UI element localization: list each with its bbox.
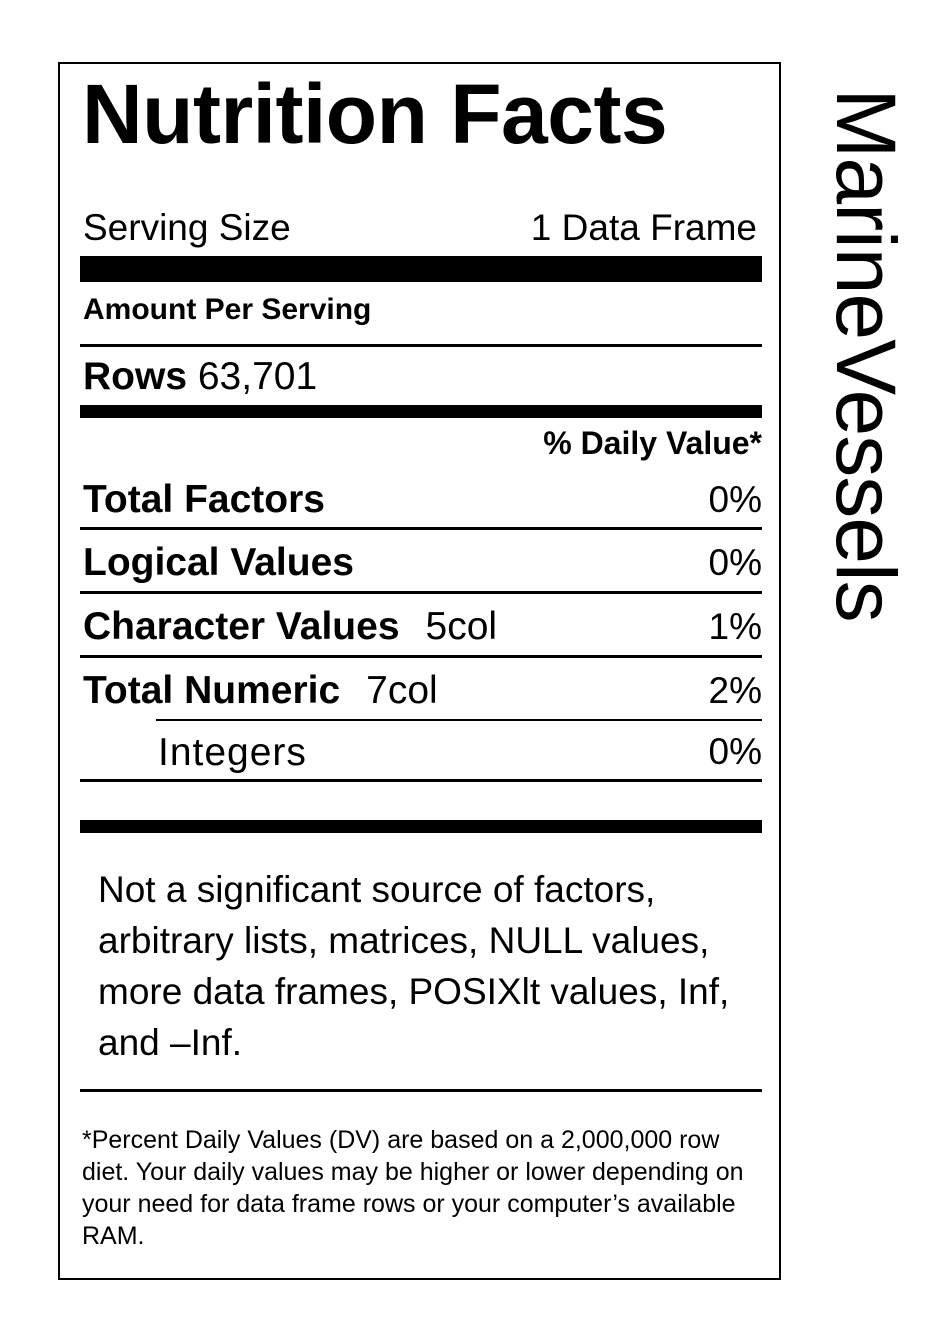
sub-divider [156, 719, 762, 721]
rows-line [83, 357, 317, 396]
serving-size-value: 1 Data Frame [530, 207, 757, 248]
divider [80, 655, 762, 658]
side-title: MarineVessels [819, 88, 913, 622]
rows-value: 63,701 [197, 355, 318, 398]
thick-divider [80, 256, 762, 282]
nutrient-label: Total Numeric [83, 669, 341, 712]
daily-value-header: % Daily Value* [543, 425, 762, 461]
nutrient-name [83, 607, 497, 646]
nutrient-cols: 5col [425, 605, 498, 648]
divider [80, 344, 762, 347]
divider [80, 1089, 762, 1092]
nutrient-name [83, 543, 354, 582]
nutrient-pct: 1% [708, 606, 762, 647]
rows-label: Rows [83, 355, 188, 398]
medium-divider [80, 405, 762, 418]
nutrient-label: Character Values [83, 605, 400, 648]
nutrient-cols: 7col [366, 669, 438, 712]
nutrient-label: Total Factors [83, 478, 325, 521]
nutrient-label: Logical Values [83, 541, 354, 584]
nutrient-name [83, 671, 438, 710]
footnote: *Percent Daily Values (DV) are based on a 2,000,000 row diet. Your daily values may be higher or lower depending on your need for data frame rows or your computer’s available RAM. [82, 1126, 744, 1250]
divider [80, 779, 762, 782]
nutrient-pct: 0% [708, 479, 762, 520]
nutrient-pct: 2% [708, 670, 762, 711]
side-title-container [819, 60, 913, 650]
nutrient-pct: 0% [708, 542, 762, 583]
sub-nutrient-pct: 0% [708, 731, 762, 772]
medium-divider [80, 820, 762, 833]
nutrient-name [83, 480, 325, 519]
label-title: Nutrition Facts [82, 67, 668, 161]
serving-size-label: Serving Size [83, 207, 291, 248]
divider [80, 591, 762, 594]
sub-nutrient-name: Integers [158, 731, 307, 774]
amount-per-serving: Amount Per Serving [83, 293, 372, 326]
divider [80, 527, 762, 530]
not-significant-note: Not a significant source of factors, arbitrary lists, matrices, NULL values, more data frames, POSIXlt values, Inf, and –Inf. [98, 869, 730, 1063]
